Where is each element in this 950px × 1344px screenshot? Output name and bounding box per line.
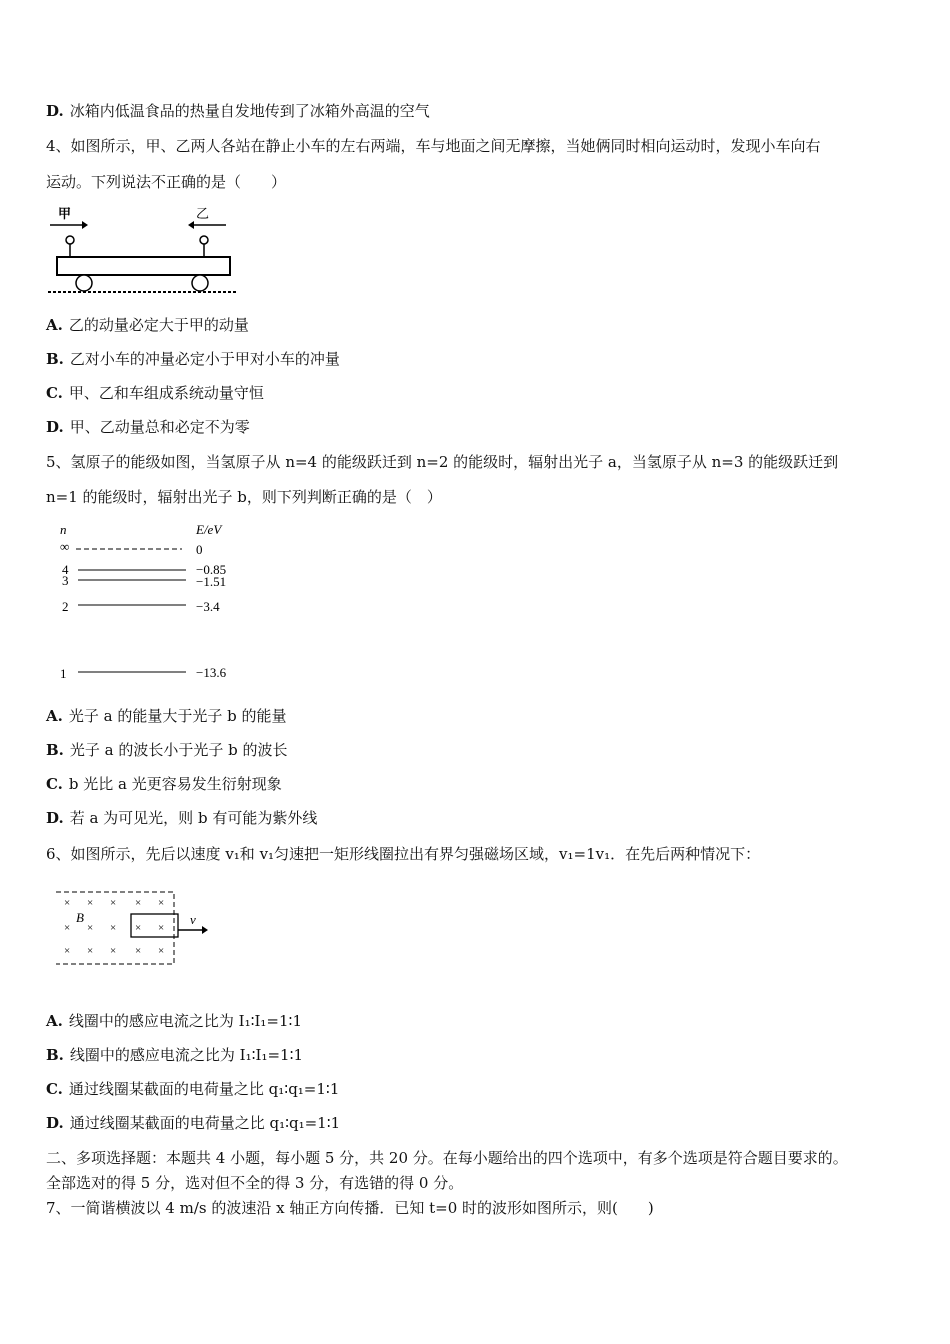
section2-instructions-line2: 全部选对的得 5 分，选对但不全的得 3 分，有选错的得 0 分。 [46,1174,464,1192]
person-yi-icon [200,236,208,244]
field-cross-icon: × [64,922,71,934]
label-yi: 乙 [196,207,210,222]
field-crosses [64,897,164,957]
q4-option-b: B. 乙对小车的冲量必定小于甲对小车的冲量 [46,350,340,368]
q4-stem-line1: 4、如图所示，甲、乙两人各站在静止小车的左右两端，车与地面之间无摩擦，当她俩同时相向运动时，发现小车向右 [46,137,821,155]
field-cross-icon: × [64,897,71,909]
option-text: 冰箱内低温食品的热量自发地传到了冰箱外高温的空气 [69,102,430,120]
q4-stem-line2: 运动。下列说法不正确的是（ ） [46,173,287,191]
field-cross-icon: × [135,945,142,957]
q4-option-a: A. 乙的动量必定大于甲的动量 [46,316,249,334]
q6-option-d: D. 通过线圈某截面的电荷量之比 q₁∶q₁=1∶1 [46,1114,341,1132]
q6-option-c: C. 通过线圈某截面的电荷量之比 q₁∶q₁=1∶1 [46,1080,340,1098]
wheel-icon [76,275,92,291]
section2-instructions-line1: 二、多项选择题：本题共 4 小题，每小题 5 分，共 20 分。在每小题给出的四个选项中，有多个选项是符合题目要求的。 [46,1149,848,1167]
q4-option-d: D. 甲、乙动量总和必定不为零 [46,418,250,436]
field-label: B [76,910,84,925]
field-cross-icon: × [158,922,165,934]
q6-option-a: A. 线圈中的感应电流之比为 I₁∶I₁=1∶1 [46,1012,302,1030]
q6-option-b: B. 线圈中的感应电流之比为 I₁∶I₁=1∶1 [46,1046,304,1064]
svg-text:−1.51: −1.51 [196,574,227,589]
field-cross-icon: × [64,945,71,957]
e-header: E/eV [196,522,222,537]
option-label: D. [46,102,64,120]
person-jia-icon [66,236,74,244]
field-cross-icon: × [110,945,117,957]
svg-text:0: 0 [196,542,203,557]
svg-text:−3.4: −3.4 [196,599,220,614]
field-cross-icon: × [87,945,94,957]
field-cross-icon: × [135,897,142,909]
field-cross-icon: × [158,945,165,957]
wheel-icon [192,275,208,291]
svg-text:−13.6: −13.6 [196,665,227,680]
magnetic-field-figure [50,888,220,970]
q5-stem-line1: 5、氢原子的能级如图，当氢原子从 n=4 的能级跃迁到 n=2 的能级时，辐射出光子 a，当氢原子从 n=3 的能级跃迁到 [46,453,839,471]
velocity-label: v [190,912,196,927]
label-jia: 甲 [58,207,72,222]
n-header: n [60,522,67,537]
svg-text:1: 1 [60,666,67,681]
field-cross-icon: × [110,922,117,934]
q7-stem-line1: 7、一简谐横波以 4 m/s 的波速沿 x 轴正方向传播．已知 t=0 时的波形如图所示，则( ) [46,1199,654,1217]
svg-text:3: 3 [62,573,69,588]
q5-option-c: C. b 光比 a 光更容易发生衍射现象 [46,775,282,793]
field-cross-icon: × [87,897,94,909]
q3-option-d [46,101,430,121]
field-cross-icon: × [110,897,117,909]
cart-figure [44,200,244,300]
svg-text:∞: ∞ [60,539,70,554]
q4-option-c: C. 甲、乙和车组成系统动量守恒 [46,384,264,402]
field-cross-icon: × [158,897,165,909]
svg-text:2: 2 [62,599,69,614]
q6-stem-line1: 6、如图所示，先后以速度 v₁和 v₁匀速把一矩形线圈拉出有界匀强磁场区域，v₁=1v₁．在先后两种情况下： [46,845,761,863]
field-cross-icon: × [135,922,142,934]
cart-body [57,257,230,275]
q5-option-b: B. 光子 a 的波长小于光子 b 的波长 [46,741,288,759]
field-cross-icon: × [87,922,94,934]
energy-level-diagram [50,518,250,683]
svg-text:−0.85: −0.85 [196,562,227,577]
q5-stem-line2: n=1 的能级时，辐射出光子 b，则下列判断正确的是（ ） [46,488,442,506]
q5-option-a: A. 光子 a 的能量大于光子 b 的能量 [46,707,287,725]
q5-option-d: D. 若 a 为可见光，则 b 有可能为紫外线 [46,809,318,827]
svg-text:4: 4 [62,562,69,577]
